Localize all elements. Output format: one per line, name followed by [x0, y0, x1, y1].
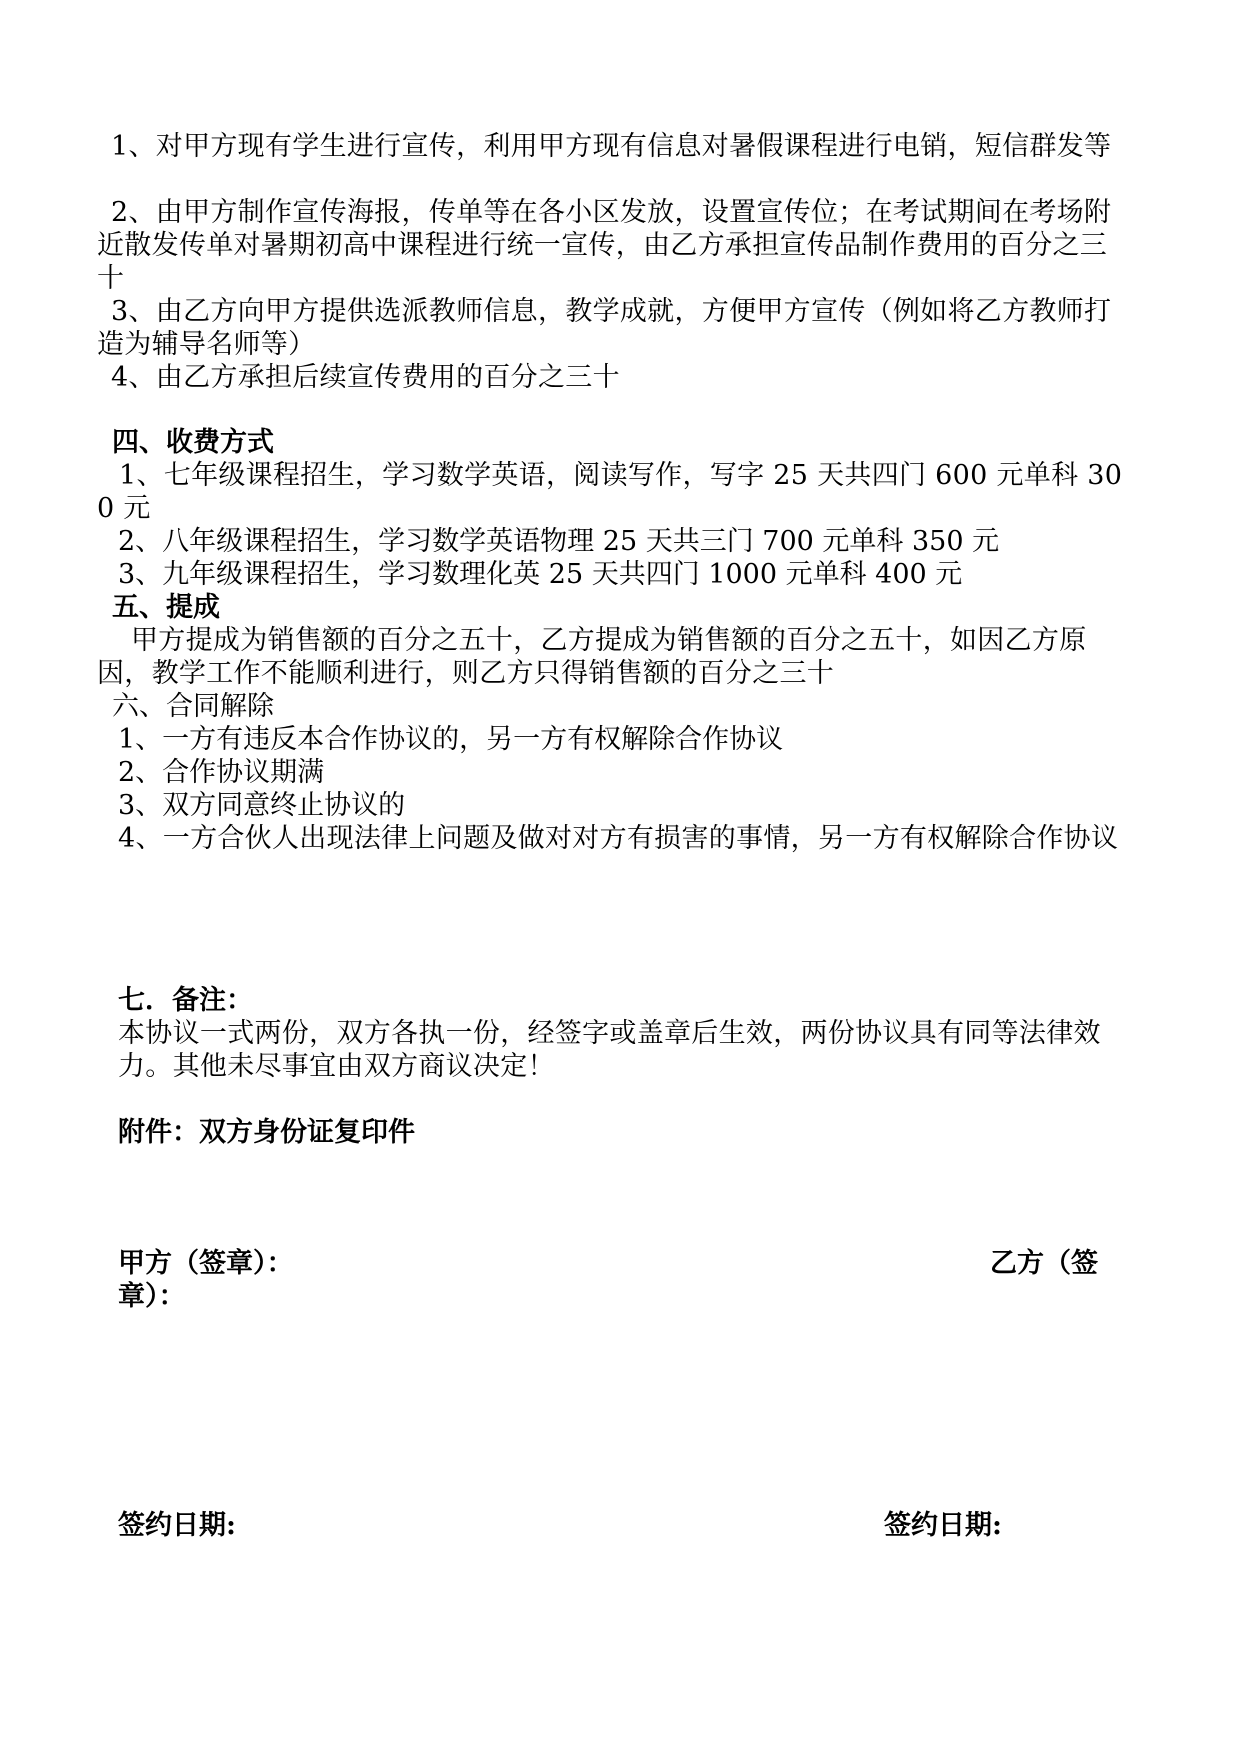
party-b-signature-label: 乙方（签 [990, 1248, 1098, 1279]
promotion-item-3: 3、由乙方向甲方提供选派教师信息，教学成就，方便甲方宣传（例如将乙方教师打造为辅导名师等） [97, 296, 1112, 360]
attachment-note: 附件：双方身份证复印件 [118, 1117, 415, 1148]
fee-item-1: 1、七年级课程招生，学习数学英语，阅读写作，写字 25 天共四门 600 元单科 300 元 [97, 460, 1123, 524]
termination-item-3: 3、双方同意终止协议的 [118, 790, 406, 821]
party-b-signature-label-continued: 章）： [118, 1281, 186, 1312]
termination-item-2: 2、合作协议期满 [118, 757, 325, 788]
section-4-title: 四、收费方式 [112, 427, 274, 458]
promotion-item-4: 4、由乙方承担后续宣传费用的百分之三十 [111, 362, 620, 393]
section-6-title: 六、合同解除 [112, 691, 274, 722]
fee-item-2: 2、八年级课程招生，学习数学英语物理 25 天共三门 700 元单科 350 元 [118, 526, 1000, 557]
commission-body: 甲方提成为销售额的百分之五十，乙方提成为销售额的百分之五十，如因乙方原因，教学工作不能顺利进行，则乙方只得销售额的百分之三十 [97, 625, 1087, 689]
section-7-title: 七．备注： [118, 985, 253, 1016]
fee-item-3: 3、九年级课程招生，学习数理化英 25 天共四门 1000 元单科 400 元 [118, 559, 963, 590]
party-a-signature-label: 甲方（签章）： [118, 1248, 294, 1279]
promotion-item-1: 1、对甲方现有学生进行宣传，利用甲方现有信息对暑假课程进行电销，短信群发等 [111, 131, 1112, 162]
party-a-sign-date-label: 签约日期: [118, 1510, 236, 1541]
termination-item-4: 4、一方合伙人出现法律上问题及做对对方有损害的事情，另一方有权解除合作协议 [118, 823, 1119, 854]
remarks-body: 本协议一式两份，双方各执一份，经签字或盖章后生效，两份协议具有同等法律效力。其他未尽事宜由双方商议决定！ [118, 1018, 1101, 1082]
termination-item-1: 1、一方有违反本合作协议的，另一方有权解除合作协议 [118, 724, 784, 755]
promotion-item-2: 2、由甲方制作宣传海报，传单等在各小区发放，设置宣传位；在考试期间在考场附近散发传单对暑期初高中课程进行统一宣传，由乙方承担宣传品制作费用的百分之三十 [97, 197, 1112, 294]
section-5-title: 五、提成 [112, 592, 220, 623]
party-b-sign-date-label: 签约日期: [884, 1510, 1002, 1541]
